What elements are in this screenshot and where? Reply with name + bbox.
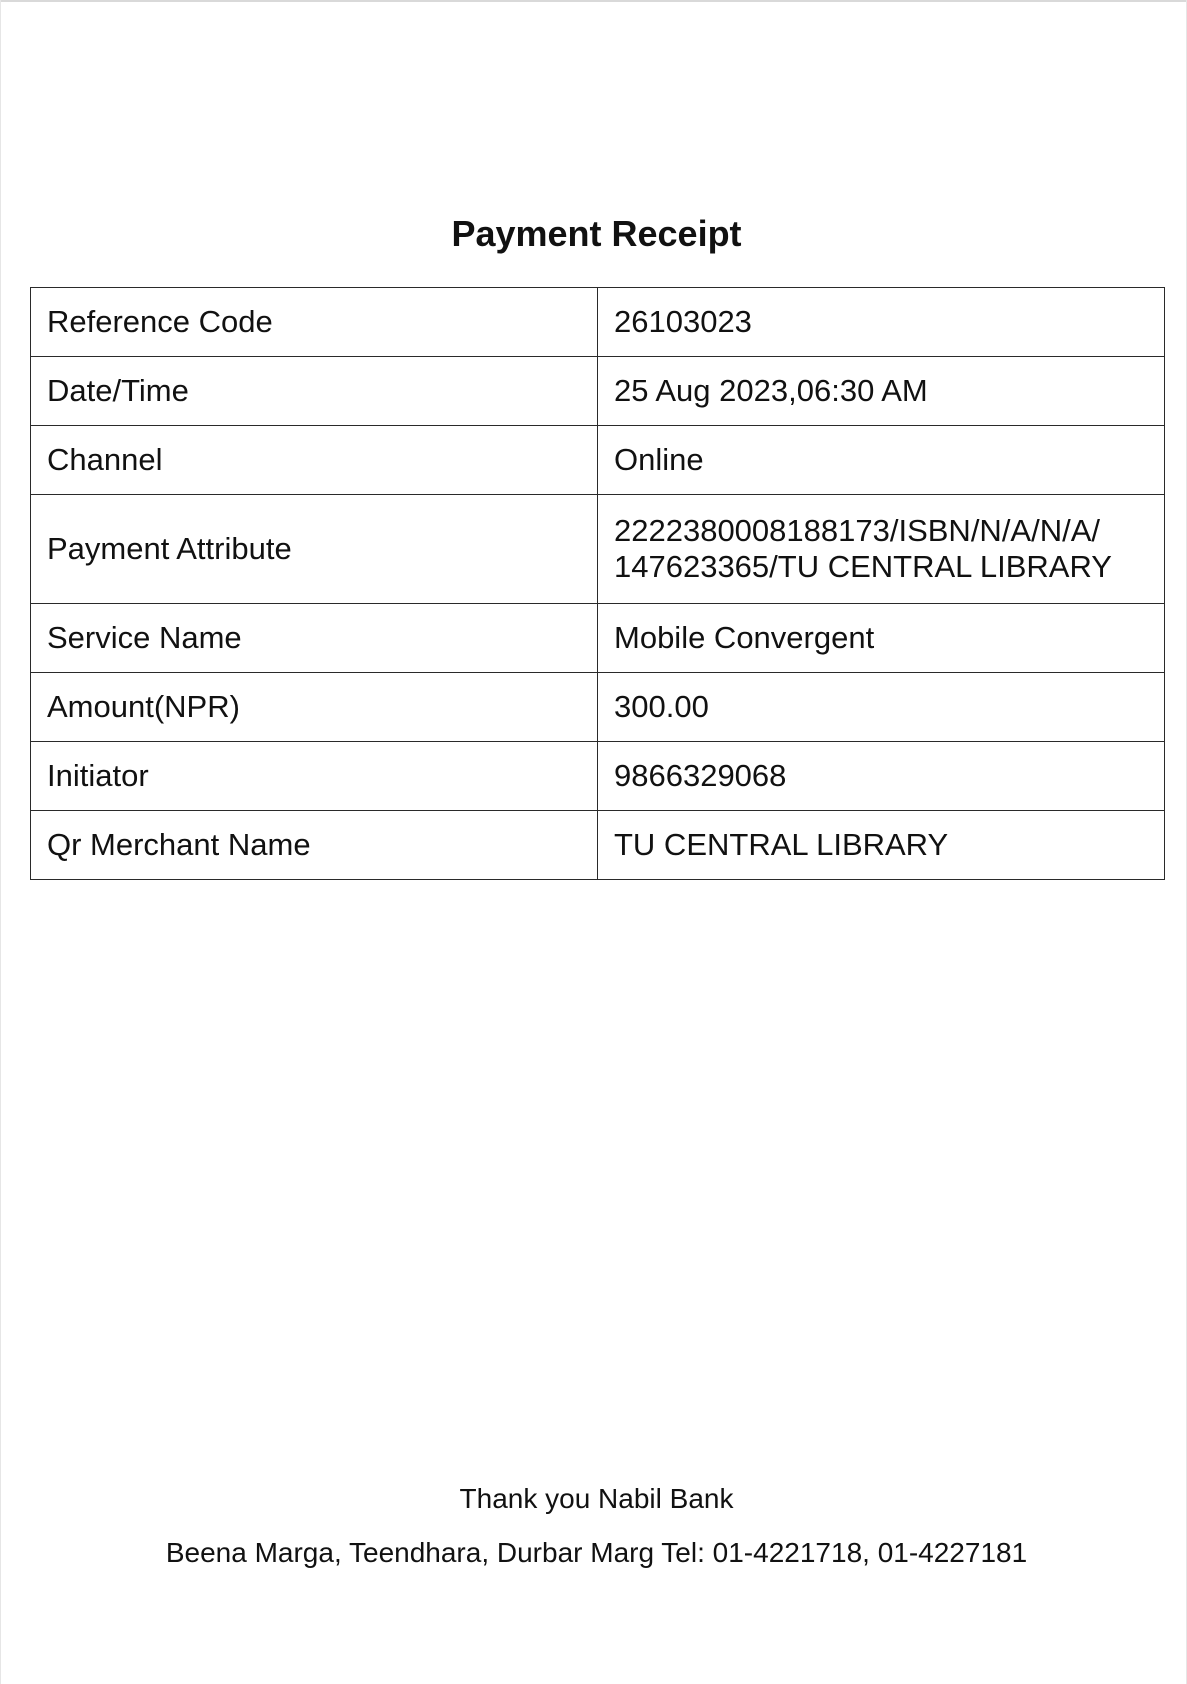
channel-value: Online (598, 426, 1165, 495)
initiator-value: 9866329068 (598, 742, 1165, 811)
payment-attribute-label: Payment Attribute (31, 495, 598, 604)
footer-thanks-text: Thank you Nabil Bank (459, 1483, 734, 1514)
service-name-value: Mobile Convergent (598, 604, 1165, 673)
table-row-date-time (31, 357, 1165, 426)
amount-value: 300.00 (598, 673, 1165, 742)
qr-merchant-name-value: TU CENTRAL LIBRARY (598, 811, 1165, 880)
initiator-label: Initiator (31, 742, 598, 811)
payment-attribute-value (598, 495, 1165, 604)
table-row-channel (31, 426, 1165, 495)
table-row-service-name (31, 604, 1165, 673)
payment-attribute-value-line-1: 2222380008188173/ISBN/N/A/N/A/ (614, 513, 1101, 548)
date-time-label: Date/Time (31, 357, 598, 426)
table-row-qr-merchant-name (31, 811, 1165, 880)
receipt-title: Payment Receipt (451, 213, 742, 254)
channel-label: Channel (31, 426, 598, 495)
receipt-details-table (30, 287, 1165, 880)
amount-label: Amount(NPR) (31, 673, 598, 742)
payment-attribute-value-line-2: 147623365/TU CENTRAL LIBRARY (614, 549, 1112, 584)
table-row-amount (31, 673, 1165, 742)
date-time-value: 25 Aug 2023,06:30 AM (598, 357, 1165, 426)
table-row-payment-attribute (31, 495, 1165, 604)
service-name-label: Service Name (31, 604, 598, 673)
reference-code-value: 26103023 (598, 288, 1165, 357)
reference-code-label: Reference Code (31, 288, 598, 357)
table-row-reference-code (31, 288, 1165, 357)
qr-merchant-name-label: Qr Merchant Name (31, 811, 598, 880)
top-divider (0, 0, 1187, 2)
footer-address-text: Beena Marga, Teendhara, Durbar Marg Tel: 01-4221718, 01-4227181 (165, 1537, 1028, 1568)
table-row-initiator (31, 742, 1165, 811)
